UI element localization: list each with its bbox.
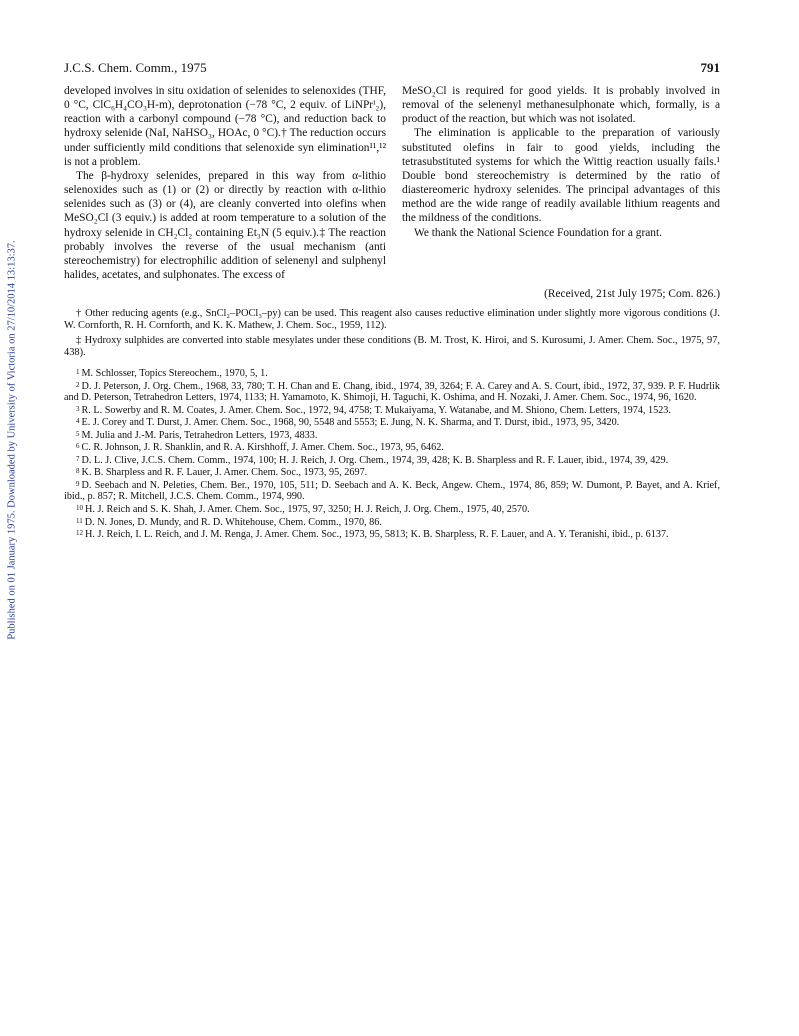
reference-list: [64, 367, 720, 541]
reference-text: D. L. J. Clive, J.C.S. Chem. Comm., 1974, 100; H. J. Reich, J. Org. Chem., 1974, 39, 428; K. B. Sharpless and R. F. Lauer, ibid., 1974, 39, 429.: [81, 454, 669, 466]
download-watermark: [4, 210, 20, 670]
reference-item: [64, 466, 720, 479]
reference-item: [64, 528, 720, 541]
reference-item: [64, 503, 720, 516]
received-date: (Received, 21st July 1975; Com. 826.): [544, 288, 720, 300]
footnote-dagger: [64, 308, 720, 332]
right-column: [402, 84, 720, 240]
running-header: [64, 60, 720, 78]
reference-text: E. J. Corey and T. Durst, J. Amer. Chem. Soc., 1968, 90, 5548 and 5553; E. Jung, N. K. Sharma, and T. Durst, ibid., 1973, 95, 3420.: [81, 417, 620, 429]
left-paragraph-2: The β-hydroxy selenides, prepared in this way from α-lithio selenoxides such as (1) or (2) or directly by reaction with α-lithio selenides such as (3) or (4), are cleanly converted into olefins when MeSO₂Cl (3 equiv.) is added at room temperature to a solution of the hydroxy selenide in CH₂Cl₂ containing Et₃N (5 equiv.).‡ The reaction probably involves the reverse of the usual mechanism (anti stereochemistry) for electrophilic addition of selenenyl and sulphenyl halides, acetates, and sulphonates. The excess of: [64, 169, 386, 282]
reference-number: 4: [76, 417, 80, 426]
reference-text: C. R. Johnson, J. R. Shanklin, and R. A. Kirshhoff, J. Amer. Chem. Soc., 1973, 95, 6462.: [81, 442, 444, 454]
reference-text: D. J. Peterson, J. Org. Chem., 1968, 33, 780; T. H. Chan and E. Chang, ibid., 1974, 39, 3264; F. A. Carey and A. S. Court, ibid., 1972, 37, 939. P. F. Hudrlik and D. Peterson, Tetrahedron Letters, 1974, 1133; H. Yamamoto, K. Shimoji, H. Taguchi, K. Oshima, and H. Nozaki, J. Amer. Chem. Soc., 1974, 96, 1620.: [64, 380, 720, 404]
reference-number: 7: [76, 454, 80, 463]
journal-title: J.C.S. Chem. Comm., 1975: [64, 60, 207, 75]
reference-number: 10: [76, 504, 83, 513]
reference-number: 5: [76, 429, 80, 438]
reference-text: H. J. Reich and S. K. Shah, J. Amer. Chem. Soc., 1975, 97, 3250; H. J. Reich, J. Org. Chem., 1975, 40, 2570.: [85, 504, 530, 516]
reference-number: 3: [76, 404, 80, 413]
reference-item: [64, 454, 720, 467]
acknowledgement: We thank the National Science Foundation for a grant.: [414, 226, 663, 239]
reference-text: M. Schlosser, Topics Stereochem., 1970, 5, 1.: [81, 368, 268, 379]
reference-text: K. B. Sharpless and R. F. Lauer, J. Amer. Chem. Soc., 1973, 95, 2697.: [81, 467, 368, 479]
reference-number: 12: [76, 529, 83, 538]
reference-text: M. Julia and J.-M. Paris, Tetrahedron Letters, 1973, 4833.: [81, 429, 318, 441]
reference-text: D. N. Jones, D. Mundy, and R. D. Whitehouse, Chem. Comm., 1970, 86.: [84, 516, 382, 528]
right-paragraph-1: MeSO₂Cl is required for good yields. It is probably involved in removal of the selenenyl methanesulphonate which, formally, is a product of the reaction, but which was not isolated.: [402, 85, 720, 126]
reference-number: 9: [76, 479, 80, 488]
reference-text: H. J. Reich, I. L. Reich, and J. M. Renga, J. Amer. Chem. Soc., 1973, 95, 5813; K. B. Sharpless, R. F. Lauer, and A. Y. Teranishi, ibid., p. 6137.: [85, 529, 669, 541]
reference-item: [64, 380, 720, 404]
reference-text: R. L. Sowerby and R. M. Coates, J. Amer. Chem. Soc., 1972, 94, 4758; T. Mukaiyama, Y. Watanabe, and M. Shiono, Chem. Letters, 1974, 1523.: [81, 404, 671, 416]
reference-item: [64, 429, 720, 442]
reference-number: 11: [76, 516, 83, 525]
reference-number: 6: [76, 442, 80, 451]
reference-number: 2: [76, 380, 80, 389]
reference-text: D. Seebach and N. Peleties, Chem. Ber., 1970, 105, 511; D. Seebach and A. K. Beck, Angew. Chem., 1974, 86, 859; W. Dumont, P. Bayet, and A. Krief, ibid., p. 857; R. Mitchell, J.C.S. Chem. Comm., 1974, 990.: [64, 479, 720, 503]
footnote-dagger-text: † Other reducing agents (e.g., SnCl₂–POCl₃–py) can be used. This reagent also causes reductive elimination under slightly more vigorous conditions (J. W. Cornforth, R. H. Cornforth, and K. K. Mathew, J. Chem. Soc., 1959, 112).: [64, 308, 720, 332]
reference-item: [64, 416, 720, 429]
reference-item: [64, 516, 720, 529]
watermark-text[interactable]: Published on 01 January 1975. Downloaded by University of Victoria on 27/10/2014 13:13:37.: [6, 240, 18, 640]
reference-number: 1: [76, 368, 80, 376]
page-number: 791: [700, 60, 720, 75]
left-paragraph-1: developed involves in situ oxidation of selenides to selenoxides (THF, 0 °C, ClC₆H₄CO₃H-m), deprotonation (−78 °C, 2 equiv. of LiNPrⁱ₂), reaction with a carbonyl compound (−78 °C), and reduction back to hydroxy selenide (NaI, NaHSO₃, HOAc, 0 °C).† The reduction occurs under sufficiently mild conditions that selenoxide syn elimination¹¹,¹² is not a problem.: [64, 85, 386, 168]
reference-number: 8: [76, 467, 80, 476]
right-paragraph-2: The elimination is applicable to the preparation of variously substituted olefins in fair to good yields, including the tetrasubstituted systems for which the Wittig reaction usually fails.¹ Double bond stereochemistry is determined by the ratio of diastereomeric hydroxy selenides. The principal advantages of this method are the wide range of readily available lithium reagents and the mildness of the conditions.: [402, 127, 720, 225]
reference-item: [64, 479, 720, 503]
footnote-double-dagger-text: ‡ Hydroxy sulphides are converted into stable mesylates under these conditions (B. M. Trost, K. Hiroi, and S. Kurosumi, J. Amer. Chem. Soc., 1975, 97, 438).: [64, 335, 720, 359]
reference-item: [64, 367, 720, 380]
left-column: [64, 84, 386, 282]
reference-item: [64, 404, 720, 417]
footnote-double-dagger: [64, 335, 720, 359]
reference-item: [64, 441, 720, 454]
